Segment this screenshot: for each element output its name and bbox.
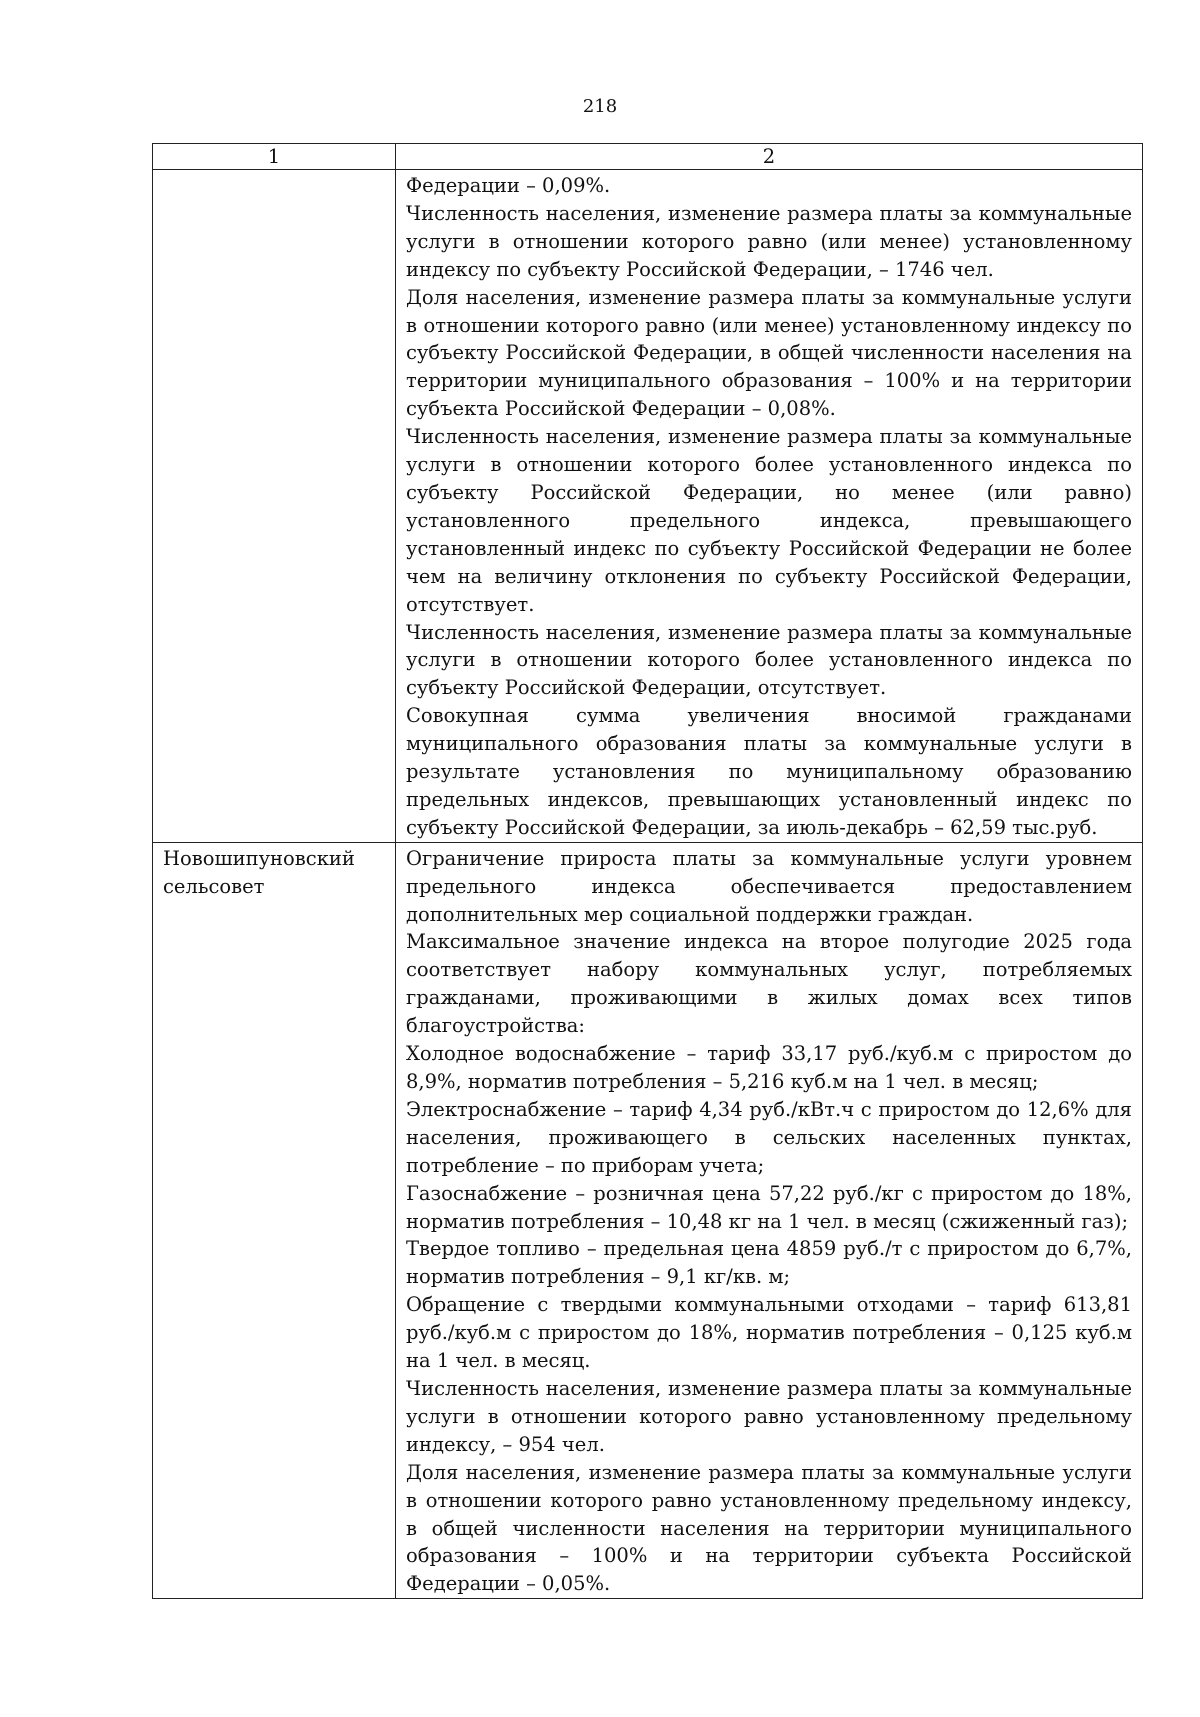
document-table (152, 143, 1143, 1599)
table-row (153, 842, 1143, 1598)
table-header-row (153, 144, 1143, 170)
paragraph: Ограничение прироста платы за коммунальные услуги уровнем предельного индекса обеспечивается предоставлением дополнительных мер социальной поддержки граждан. (406, 846, 1132, 926)
paragraph: Доля населения, изменение размера платы за коммунальные услуги в отношении которого равно (или менее) установленному индексу по субъекту Российской Федерации, в общей численности населения на территории муниципального образования – 100% и на территории субъекта Российской Федерации – 0,08%. (406, 285, 1132, 421)
description-cell (396, 842, 1143, 1598)
table-row (153, 170, 1143, 843)
page-number: 218 (582, 96, 618, 117)
paragraph: Численность населения, изменение размера платы за коммунальные услуги в отношении которого равно (или менее) установленному индексу по субъекту Российской Федерации, – 1746 чел. (406, 201, 1132, 281)
paragraph: Численность населения, изменение размера платы за коммунальные услуги в отношении которого более установленного индекса по субъекту Российской Федерации, отсутствует. (406, 620, 1132, 700)
paragraph: Доля населения, изменение размера платы за коммунальные услуги в отношении которого равно установленному предельному индексу, в общей численности населения на территории муниципального образования – 100% и на территории субъекта Российской Федерации – 0,05%. (406, 1460, 1132, 1596)
paragraph: Максимальное значение индекса на второе полугодие 2025 года соответствует набору коммунальных услуг, потребляемых гражданами, проживающими в жилых домах всех типов благоустройства: (406, 930, 1132, 1038)
municipality-cell (153, 170, 396, 843)
paragraph: Газоснабжение – розничная цена 57,22 руб./кг с приростом до 18%, норматив потребления – 10,48 кг на 1 чел. в месяц (сжиженный газ); (406, 1181, 1132, 1233)
paragraph: Холодное водоснабжение – тариф 33,17 руб./куб.м с приростом до 8,9%, норматив потребления – 5,216 куб.м на 1 чел. в месяц; (406, 1042, 1132, 1093)
paragraph: Твердое топливо – предельная цена 4859 руб./т с приростом до 6,7%, норматив потребления – 9,1 кг/кв. м; (406, 1237, 1132, 1289)
column-header-1: 1 (153, 144, 396, 170)
paragraph: Федерации – 0,09%. (406, 174, 611, 197)
column-header-2: 2 (396, 144, 1143, 170)
paragraph: Численность населения, изменение размера платы за коммунальные услуги в отношении которого более установленного индекса по субъекту Российской Федерации, но менее (или равно) установленного предельного индекса, превышающего установленный индекс по субъекту Российской Федерации не более чем на величину отклонения по субъекту Российской Федерации, отсутствует. (406, 425, 1132, 616)
paragraph: Электроснабжение – тариф 4,34 руб./кВт.ч с приростом до 12,6% для населения, проживающего в сельских населенных пунктах, потребление – по приборам учета; (406, 1097, 1132, 1177)
paragraph: Совокупная сумма увеличения вносимой гражданами муниципального образования платы за коммунальные услуги в результате установления по муниципальному образованию предельных индексов, превышающих установленный индекс по субъекту Российской Федерации, за июль-декабрь – 62,59 тыс.руб. (406, 704, 1132, 839)
paragraph: Численность населения, изменение размера платы за коммунальные услуги в отношении которого равно установленному предельному индексу, – 954 чел. (406, 1376, 1132, 1456)
description-cell (396, 170, 1143, 843)
municipality-cell: Новошипуновский сельсовет (153, 842, 396, 1598)
paragraph: Обращение с твердыми коммунальными отходами – тариф 613,81 руб./куб.м с приростом до 18%, норматив потребления – 0,125 куб.м на 1 чел. в месяц. (406, 1293, 1132, 1373)
